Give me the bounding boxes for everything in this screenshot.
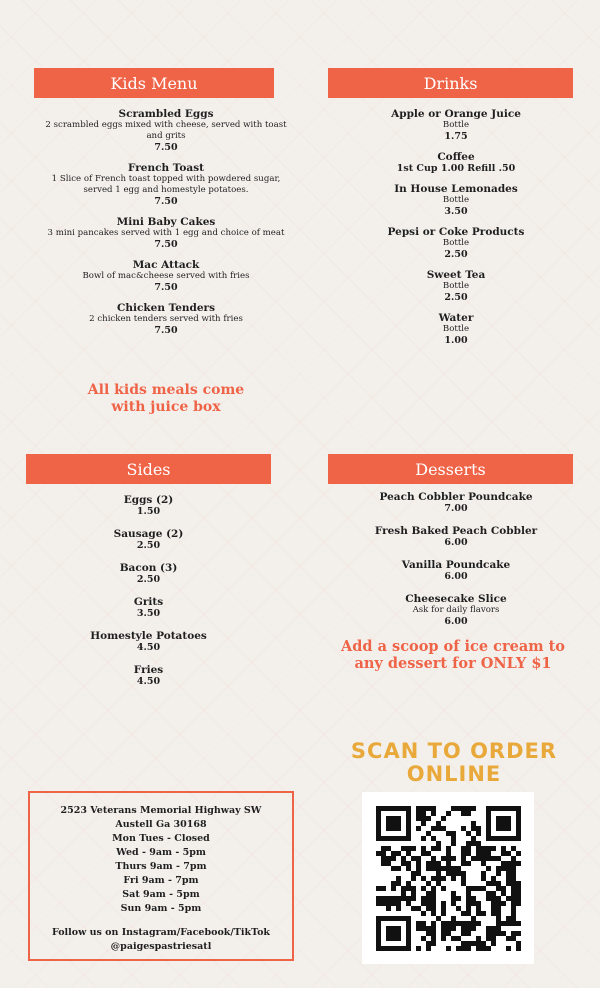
social-handle: @paigespastriesatl: [110, 941, 212, 952]
item-name: Bacon (3): [119, 562, 178, 574]
menu-item: [44, 108, 288, 154]
kids-juice-note: [44, 382, 288, 416]
item-price: 6.00: [444, 571, 468, 582]
item-description: 1 Slice of French toast topped with powdered sugar, served 1 egg and homestyle potatoes.: [51, 174, 281, 195]
item-price: 1st Cup 1.00 Refill .50: [396, 163, 516, 174]
drinks-header: Drinks: [328, 68, 573, 98]
qr-code-icon[interactable]: [362, 792, 534, 964]
menu-item: [330, 183, 582, 218]
scan-line: SCAN TO ORDER: [350, 739, 558, 763]
item-name: Fries: [133, 664, 164, 676]
hours-line: Fri 9am - 7pm: [123, 875, 199, 886]
item-name: Fresh Baked Peach Cobbler: [374, 525, 538, 537]
hours-line: Mon Tues - Closed: [112, 833, 210, 844]
kids-menu-header: Kids Menu: [34, 68, 274, 98]
item-name: Sausage (2): [113, 528, 184, 540]
menu-item: [330, 559, 582, 583]
item-price: 2.50: [444, 249, 468, 260]
item-description: Bottle: [442, 195, 470, 205]
item-description: Bottle: [442, 281, 470, 291]
menu-item: [44, 259, 288, 294]
item-description: 2 chicken tenders served with fries: [89, 314, 243, 324]
scan-line: ONLINE: [406, 762, 502, 786]
menu-item: [330, 226, 582, 261]
item-price: 4.50: [136, 676, 161, 687]
item-price: 7.50: [154, 282, 178, 293]
note-line: All kids meals come: [87, 382, 245, 398]
menu-item: [26, 596, 271, 620]
hours-line: Sat 9am - 5pm: [122, 889, 200, 900]
item-price: 2.50: [136, 574, 161, 585]
menu-item: [330, 108, 582, 143]
item-price: 2.50: [444, 292, 468, 303]
menu-item: [26, 664, 271, 688]
item-price: 6.00: [444, 616, 468, 627]
social-line: Follow us on Instagram/Facebook/TikTok: [51, 927, 271, 938]
item-name: French Toast: [128, 162, 204, 174]
item-name: Water: [438, 312, 474, 324]
item-name: In House Lemonades: [394, 183, 518, 195]
hours-line: Thurs 9am - 7pm: [115, 861, 207, 872]
item-price: 7.00: [444, 503, 468, 514]
menu-item: [330, 491, 582, 515]
menu-item: [330, 525, 582, 549]
item-price: 3.50: [444, 206, 468, 217]
item-price: 7.50: [154, 142, 178, 153]
desserts-list: [330, 491, 582, 638]
item-price: 2.50: [136, 540, 161, 551]
item-description: 3 mini pancakes served with 1 egg and choice of meat: [47, 228, 285, 238]
location-hours-box: [28, 791, 294, 961]
menu-item: [44, 302, 288, 337]
item-name: Scrambled Eggs: [118, 108, 214, 120]
item-name: Mini Baby Cakes: [116, 216, 216, 228]
item-description: Bottle: [442, 324, 470, 334]
item-price: 1.00: [444, 335, 468, 346]
item-name: Chicken Tenders: [116, 302, 215, 314]
menu-item: [44, 216, 288, 251]
item-description: Bowl of mac&cheese served with fries: [82, 271, 250, 281]
menu-item: [330, 593, 582, 628]
item-name: Pepsi or Coke Products: [387, 226, 525, 238]
sides-header: Sides: [26, 454, 271, 484]
menu-item: [26, 494, 271, 518]
desserts-header: Desserts: [328, 454, 573, 484]
menu-item: [44, 162, 288, 208]
item-price: 7.50: [154, 239, 178, 250]
item-name: Cheesecake Slice: [405, 593, 507, 605]
sides-list: [26, 494, 271, 698]
item-description: Bottle: [442, 120, 470, 130]
item-name: Sweet Tea: [426, 269, 486, 281]
item-name: Vanilla Poundcake: [401, 559, 511, 571]
item-name: Grits: [133, 596, 164, 608]
menu-item: [26, 630, 271, 654]
note-line: any dessert for ONLY $1: [354, 655, 552, 672]
kids-menu-list: [44, 108, 288, 345]
city-line: Austell Ga 30168: [115, 819, 207, 830]
address-line: 2523 Veterans Memorial Highway SW: [60, 805, 262, 816]
menu-item: [330, 269, 582, 304]
item-price: 1.50: [136, 506, 161, 517]
item-name: Coffee: [437, 151, 475, 163]
item-price: 3.50: [136, 608, 161, 619]
hours-line: Wed - 9am - 5pm: [116, 847, 206, 858]
item-price: 7.50: [154, 325, 178, 336]
ice-cream-note: [328, 638, 578, 672]
menu-item: [330, 151, 582, 175]
item-name: Mac Attack: [132, 259, 200, 271]
item-price: 4.50: [136, 642, 161, 653]
item-price: 7.50: [154, 196, 178, 207]
hours-line: Sun 9am - 5pm: [120, 903, 202, 914]
note-line: with juice box: [111, 399, 221, 415]
item-name: Apple or Orange Juice: [391, 108, 521, 120]
item-price: 1.75: [444, 131, 468, 142]
item-price: 6.00: [444, 537, 468, 548]
item-name: Homestyle Potatoes: [90, 630, 207, 642]
note-line: Add a scoop of ice cream to: [341, 638, 565, 655]
item-description: Ask for daily flavors: [412, 605, 500, 615]
menu-item: [26, 562, 271, 586]
menu-item: [26, 528, 271, 552]
item-name: Peach Cobbler Poundcake: [379, 491, 533, 503]
item-description: 2 scrambled eggs mixed with cheese, served with toast and grits: [45, 120, 287, 141]
item-name: Eggs (2): [123, 494, 174, 506]
drinks-list: [330, 108, 582, 355]
scan-to-order-heading: [320, 740, 588, 786]
qr-code-graphic: [362, 792, 534, 964]
item-description: Bottle: [442, 238, 470, 248]
menu-item: [330, 312, 582, 347]
